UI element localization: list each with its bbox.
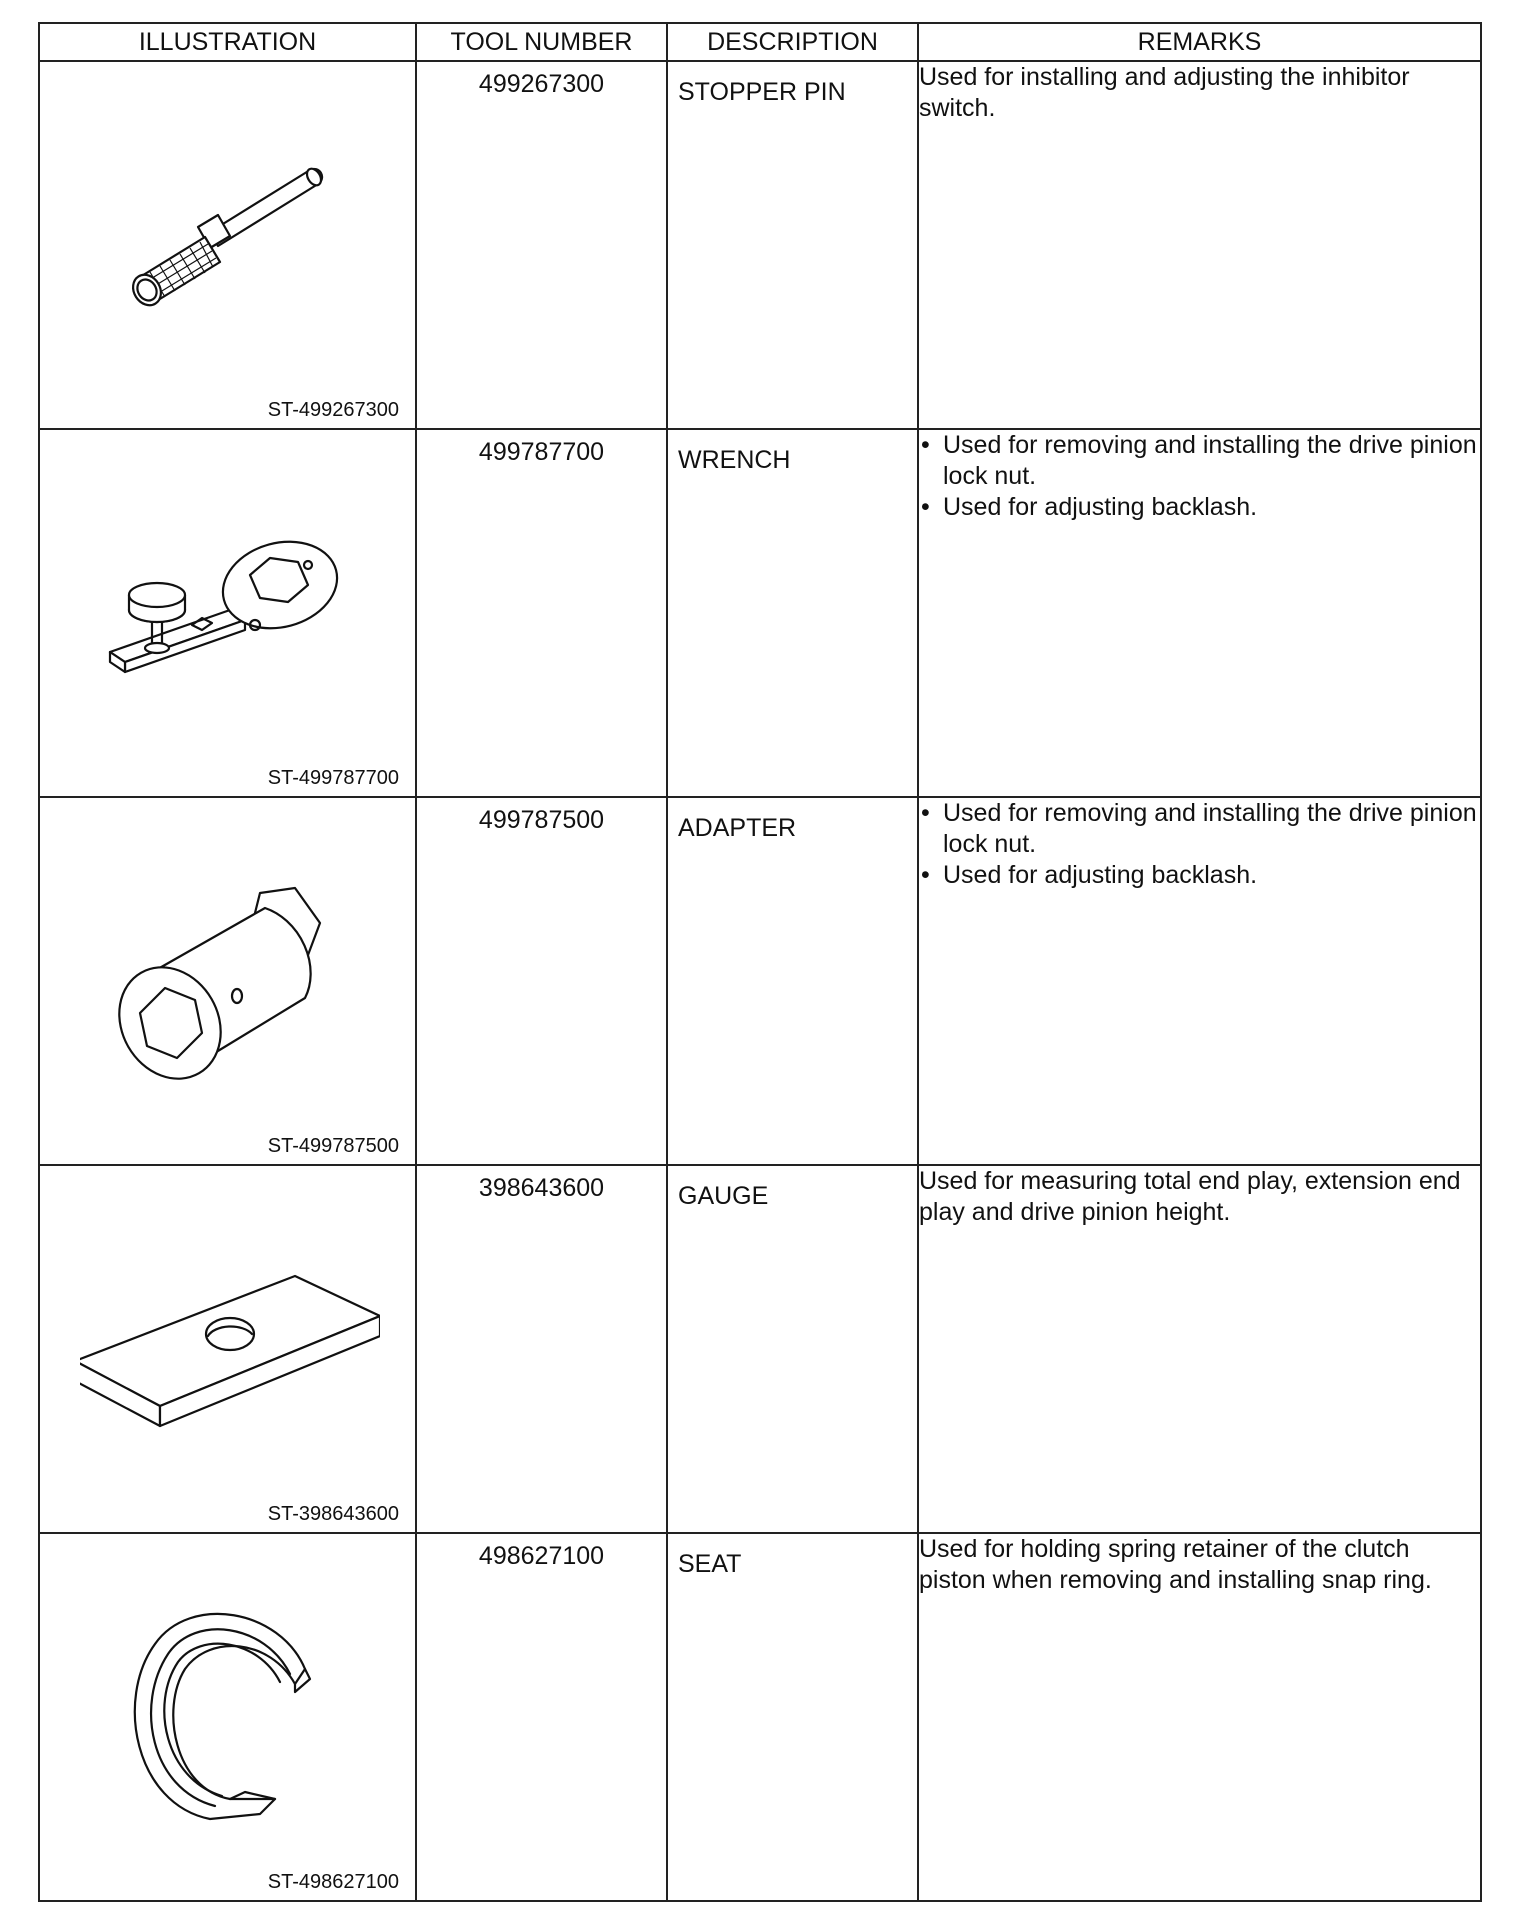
description: STOPPER PIN (678, 78, 846, 106)
remarks-item: • Used for adjusting backlash. (919, 860, 1480, 891)
tool-number-cell (416, 61, 667, 429)
tool-number: 499787500 (478, 806, 605, 834)
remarks-list (919, 430, 1480, 523)
remarks-item: • Used for adjusting backlash. (919, 492, 1480, 523)
tool-number: 499267300 (478, 70, 605, 98)
illustration-code: ST-499787700 (267, 767, 399, 789)
illustration-code: ST-498627100 (267, 1871, 399, 1893)
header-description: DESCRIPTION (667, 23, 918, 61)
description-cell (667, 1533, 918, 1901)
illustration-cell (39, 1165, 416, 1533)
tool-number: 398643600 (478, 1174, 605, 1202)
tool-number: 499787700 (478, 438, 605, 466)
header-row (39, 23, 1481, 61)
gauge-plate-icon (80, 1206, 380, 1486)
description: GAUGE (678, 1182, 769, 1210)
tool-number-cell (416, 797, 667, 1165)
remarks-text: Used for measuring total end play, extension end play and drive pinion height. (919, 1167, 1461, 1226)
illustration-code: ST-499267300 (267, 399, 399, 421)
wrench-icon (80, 470, 380, 750)
header-illustration: ILLUSTRATION (39, 23, 416, 61)
table-row (39, 1165, 1481, 1533)
remarks-text: Used for holding spring retainer of the clutch piston when removing and installing snap ring. (919, 1535, 1432, 1594)
header-remarks: REMARKS (918, 23, 1481, 61)
stopper-pin-icon (80, 102, 380, 382)
illustration-cell (39, 797, 416, 1165)
table-row (39, 797, 1481, 1165)
illustration-cell (39, 1533, 416, 1901)
description-cell (667, 429, 918, 797)
seat-ring-icon (80, 1574, 380, 1854)
remarks-item: • Used for removing and installing the drive pinion lock nut. (919, 430, 1480, 492)
tool-number-cell (416, 1165, 667, 1533)
description-cell (667, 797, 918, 1165)
adapter-socket-icon (80, 838, 380, 1118)
remarks-cell (918, 429, 1481, 797)
special-tools-table (38, 22, 1482, 1902)
table-row (39, 429, 1481, 797)
illustration-cell (39, 429, 416, 797)
description-cell (667, 61, 918, 429)
illustration-code: ST-398643600 (267, 1503, 399, 1525)
description: WRENCH (678, 446, 791, 474)
tool-number-cell (416, 429, 667, 797)
tool-number-cell (416, 1533, 667, 1901)
remarks-list (919, 798, 1480, 891)
remarks-text: Used for installing and adjusting the inhibitor switch. (919, 63, 1410, 122)
remarks-cell (918, 61, 1481, 429)
table-row (39, 1533, 1481, 1901)
remarks-cell (918, 1533, 1481, 1901)
description-cell (667, 1165, 918, 1533)
remarks-cell (918, 1165, 1481, 1533)
table-row (39, 61, 1481, 429)
description: SEAT (678, 1550, 742, 1578)
header-tool-number: TOOL NUMBER (416, 23, 667, 61)
illustration-code: ST-499787500 (267, 1135, 399, 1157)
remarks-cell (918, 797, 1481, 1165)
remarks-item: • Used for removing and installing the drive pinion lock nut. (919, 798, 1480, 860)
description: ADAPTER (678, 814, 797, 842)
tool-number: 498627100 (478, 1542, 605, 1570)
illustration-cell (39, 61, 416, 429)
